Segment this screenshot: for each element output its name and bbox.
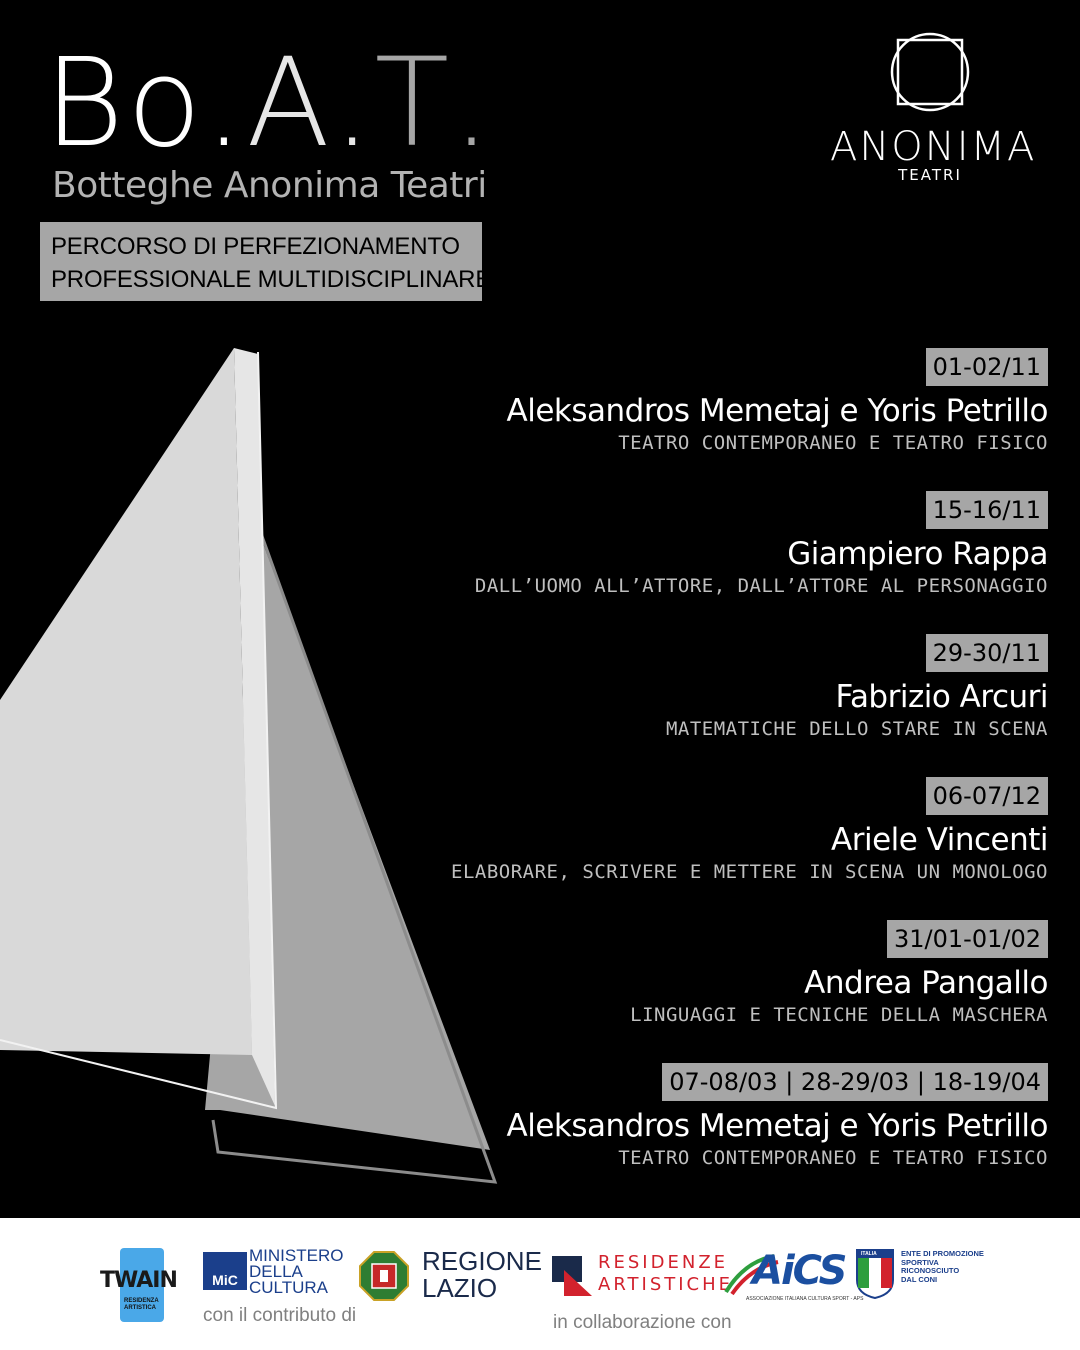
event-teacher: Fabrizio Arcuri	[835, 679, 1048, 715]
mic-mark: MiC	[203, 1252, 247, 1290]
mic-text	[249, 1248, 343, 1296]
residenze-mark-icon	[552, 1256, 592, 1296]
logo-sub: TEATRI	[898, 166, 962, 184]
event-date: 15-16/11	[926, 491, 1048, 529]
event-item	[368, 920, 1048, 1063]
twain-sub: RESIDENZA ARTISTICA	[124, 1298, 159, 1311]
event-topic: DALL’UOMO ALL’ATTORE, DALL’ATTORE AL PERSONAGGIO	[474, 575, 1048, 597]
aics-text: AiCS	[752, 1248, 846, 1294]
event-teacher: Andrea Pangallo	[804, 965, 1048, 1001]
subtitle: Botteghe Anonima Teatri	[52, 165, 487, 206]
coni-line-2: SPORTIVA	[901, 1257, 939, 1267]
event-topic: LINGUAGGI E TECNICHE DELLA MASCHERA	[630, 1004, 1048, 1026]
residenze-line-1: RESIDENZE	[598, 1252, 729, 1273]
coni-line-1: ENTE DI PROMOZIONE	[901, 1249, 984, 1258]
title-block	[44, 32, 494, 174]
logo-name: ANONIMA	[830, 124, 1037, 170]
event-teacher: Giampiero Rappa	[787, 536, 1048, 572]
twain-logo	[100, 1248, 190, 1322]
title-part-bo: Bo	[44, 32, 205, 174]
regione-lazio-emblem-icon	[358, 1250, 410, 1302]
coni-line-3: RICONOSCIUTO	[901, 1266, 960, 1275]
course-line-1: PERCORSO DI PERFEZIONAMENTO	[51, 233, 460, 260]
event-topic: TEATRO CONTEMPORANEO E TEATRO FISICO	[618, 1147, 1048, 1169]
mic-line-1: MINISTERO	[249, 1246, 344, 1265]
event-teacher: Aleksandros Memetaj e Yoris Petrillo	[506, 393, 1048, 429]
event-date: 29-30/11	[926, 634, 1048, 672]
sponsor-footer	[0, 1218, 1080, 1350]
contrib-caption: con il contributo di	[203, 1305, 357, 1326]
ministero-cultura-logo	[203, 1248, 343, 1308]
event-date: 06-07/12	[926, 777, 1048, 815]
title-dot-3: .	[452, 32, 494, 174]
coni-badge: ITALIA	[861, 1251, 877, 1257]
residenze-text	[598, 1252, 733, 1296]
residenze-artistiche-logo	[552, 1252, 734, 1302]
coni-logo	[855, 1248, 985, 1318]
event-date: 07-08/03 | 28-29/03 | 18-19/04	[662, 1063, 1048, 1101]
aics-sub: ASSOCIAZIONE ITALIANA CULTURA SPORT - APS	[746, 1296, 864, 1302]
lazio-line-2: LAZIO	[422, 1273, 498, 1303]
event-topic: TEATRO CONTEMPORANEO E TEATRO FISICO	[618, 432, 1048, 454]
event-teacher: Ariele Vincenti	[831, 822, 1048, 858]
event-date: 31/01-01/02	[887, 920, 1048, 958]
anonima-logo-icon	[890, 32, 970, 112]
event-item	[368, 348, 1048, 491]
anonima-logo	[830, 32, 1037, 192]
residenze-line-2: ARTISTICHE	[598, 1274, 734, 1295]
twain-text: TWAIN	[100, 1268, 177, 1293]
lazio-line-1: REGIONE	[422, 1246, 542, 1276]
collab-caption: in collaborazione con	[553, 1312, 732, 1333]
event-item	[368, 1063, 1048, 1206]
title-dot-2: .	[332, 32, 375, 174]
front-sail	[0, 348, 252, 1055]
event-teacher: Aleksandros Memetaj e Yoris Petrillo	[506, 1108, 1048, 1144]
event-date: 01-02/11	[926, 348, 1048, 386]
event-topic: ELABORARE, SCRIVERE E METTERE IN SCENA UN MONOLOGO	[451, 861, 1048, 883]
title-part-t: T	[374, 32, 453, 174]
event-item	[368, 634, 1048, 777]
mic-line-2: DELLA	[249, 1262, 303, 1281]
event-topic: MATEMATICHE DELLO STARE IN SCENA	[665, 718, 1048, 740]
event-item	[368, 491, 1048, 634]
main-title	[44, 32, 494, 174]
title-dot-1: .	[204, 32, 247, 174]
mic-line-3: CULTURA	[249, 1278, 329, 1297]
schedule	[368, 348, 1048, 1206]
coni-line-4: DAL CONI	[901, 1274, 938, 1284]
event-item	[368, 777, 1048, 920]
title-part-a: A	[246, 32, 333, 174]
coni-text	[901, 1250, 984, 1284]
regione-lazio-text	[422, 1248, 542, 1302]
course-box	[40, 222, 492, 301]
aics-logo	[724, 1248, 864, 1308]
course-line-2: PROFESSIONALE MULTIDISCIPLINARE	[51, 266, 492, 293]
